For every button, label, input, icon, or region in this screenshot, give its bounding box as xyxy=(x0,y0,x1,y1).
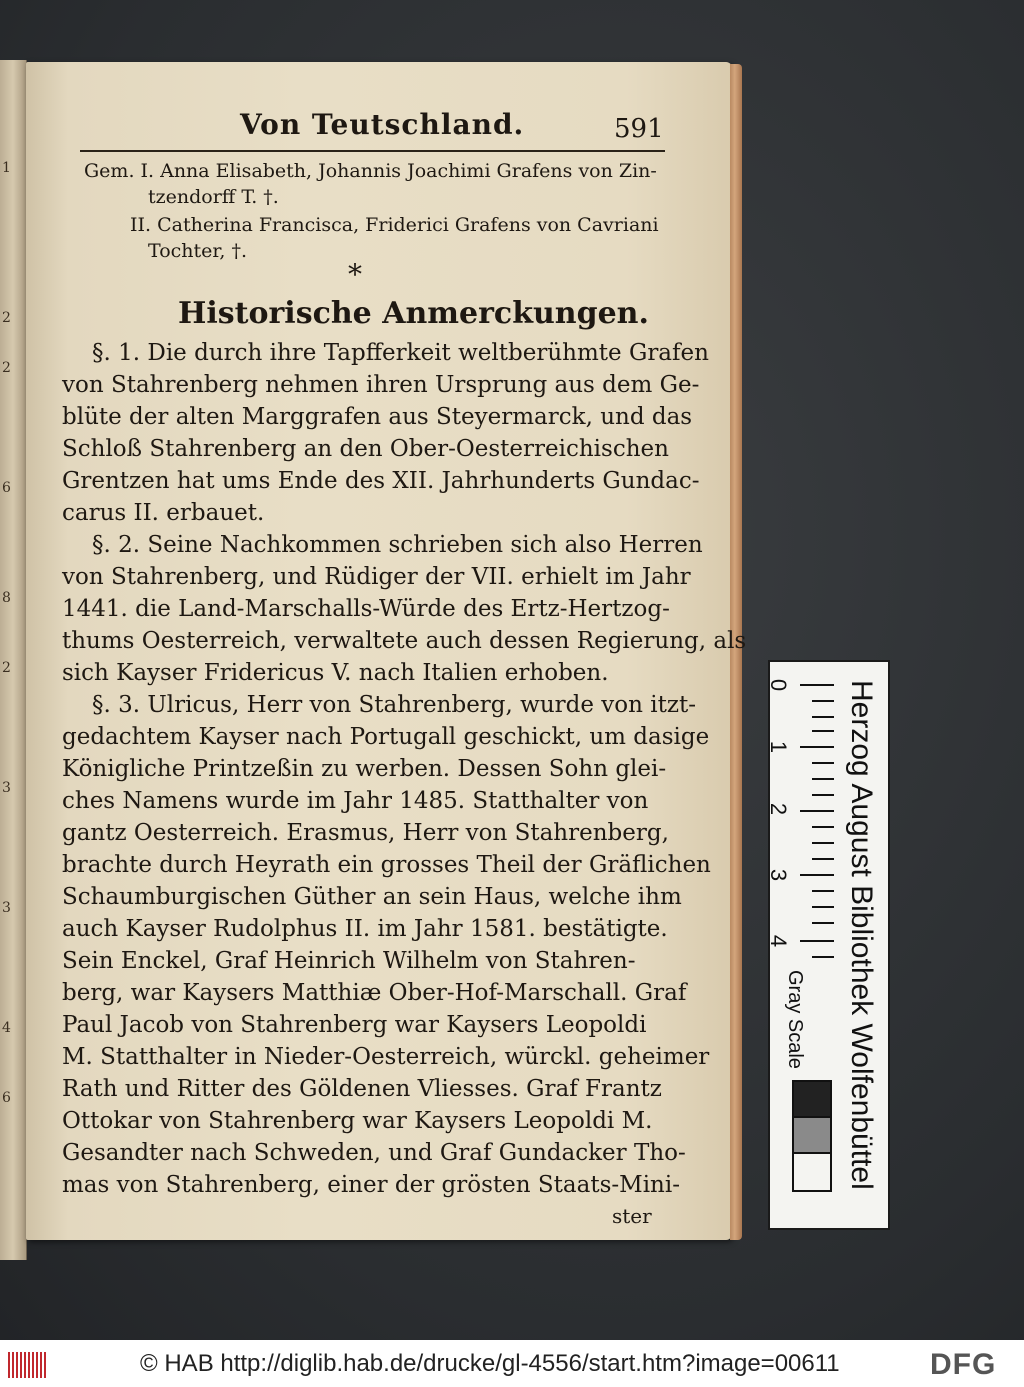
scale-tick xyxy=(812,700,834,702)
body-line: sich Kayser Fridericus V. nach Italien erhoben. xyxy=(62,660,609,686)
footer-credit-link[interactable]: © HAB http://diglib.hab.de/drucke/gl-4556/start.htm?image=00611 xyxy=(140,1350,840,1377)
body-line: auch Kayser Rudolphus II. im Jahr 1581. bestätigte. xyxy=(62,916,668,942)
ruler-title-text: Herzog August Bibliothek Wolfenbüttel xyxy=(845,680,878,1190)
body-line: Gesandter nach Schweden, und Graf Gundacker Tho- xyxy=(62,1140,686,1166)
scale-number: 2 xyxy=(766,802,792,816)
scale-tick xyxy=(812,762,834,764)
body-line: thums Oesterreich, verwaltete auch dessen Regierung, als xyxy=(62,628,747,654)
scale-tick xyxy=(812,858,834,860)
body-line: mas von Stahrenberg, einer der grösten Staats-Mini- xyxy=(62,1172,680,1198)
left-page-mark: 6 xyxy=(2,1090,11,1106)
scale-tick xyxy=(800,874,834,876)
ornament-asterisk: * xyxy=(348,258,362,291)
left-page-mark: 3 xyxy=(2,780,11,796)
section-title: Historische Anmerckungen. xyxy=(178,296,649,331)
scale-tick xyxy=(812,956,834,958)
left-page-mark: 2 xyxy=(2,360,11,376)
running-title: Von Teutschland. xyxy=(240,108,525,141)
body-line: Königliche Printzeßin zu werben. Dessen Sohn glei- xyxy=(62,756,667,782)
body-line: gantz Oesterreich. Erasmus, Herr von Stahrenberg, xyxy=(62,820,669,846)
ruler-title xyxy=(838,680,888,1210)
left-facing-page xyxy=(0,60,27,1260)
scale-tick xyxy=(812,890,834,892)
body-line: Sein Enckel, Graf Heinrich Wilhelm von Stahren- xyxy=(62,948,636,974)
left-page-mark: 2 xyxy=(2,660,11,676)
barcode-logo xyxy=(8,1352,48,1378)
spouse-line: tzendorff T. †. xyxy=(148,186,279,208)
body-line: ches Namens wurde im Jahr 1485. Statthalter von xyxy=(62,788,649,814)
gray-swatch-white xyxy=(792,1152,832,1192)
catchword: ster xyxy=(612,1204,652,1228)
body-line: 1441. die Land-Marschalls-Würde des Ertz-Hertzog- xyxy=(62,596,670,622)
body-line: blüte der alten Marggrafen aus Steyermarck, und das xyxy=(62,404,693,430)
scale-tick xyxy=(812,922,834,924)
body-line: M. Statthalter in Nieder-Oesterreich, würckl. geheimer xyxy=(62,1044,710,1070)
left-page-mark: 6 xyxy=(2,480,11,496)
left-page-mark: 2 xyxy=(2,310,11,326)
body-line: berg, war Kaysers Matthiæ Ober-Hof-Marschall. Graf xyxy=(62,980,687,1006)
body-line: Schloß Stahrenberg an den Ober-Oesterreichischen xyxy=(62,436,669,462)
gray-swatch-mid xyxy=(792,1116,832,1154)
scale-tick xyxy=(800,810,834,812)
body-line: von Stahrenberg, und Rüdiger der VII. erhielt im Jahr xyxy=(62,564,691,590)
left-page-mark: 3 xyxy=(2,900,11,916)
body-line: Paul Jacob von Stahrenberg war Kaysers Leopoldi xyxy=(62,1012,647,1038)
gray-scale-label: Gray Scale xyxy=(784,970,806,1069)
page-number: 591 xyxy=(614,114,664,144)
header-rule xyxy=(80,150,665,152)
scale-tick xyxy=(812,826,834,828)
scale-tick xyxy=(812,730,834,732)
scale-tick xyxy=(812,794,834,796)
body-line: §. 3. Ulricus, Herr von Stahrenberg, wurde von itzt- xyxy=(92,692,696,718)
body-line: §. 1. Die durch ihre Tapfferkeit weltberühmte Grafen xyxy=(92,340,709,366)
left-page-mark: 4 xyxy=(2,1020,11,1036)
scale-tick xyxy=(812,778,834,780)
left-page-mark: 8 xyxy=(2,590,11,606)
dfg-logo: DFG xyxy=(930,1348,997,1381)
scale-tick xyxy=(800,746,834,748)
spouse-line: Gem. I. Anna Elisabeth, Johannis Joachimi Grafens von Zin- xyxy=(84,160,657,182)
body-line: Ottokar von Stahrenberg war Kaysers Leopoldi M. xyxy=(62,1108,653,1134)
scale-number: 0 xyxy=(766,678,792,692)
scale-tick xyxy=(812,906,834,908)
body-line: Grentzen hat ums Ende des XII. Jahrhunderts Gundac- xyxy=(62,468,700,494)
scale-tick xyxy=(800,940,834,942)
scale-tick xyxy=(812,842,834,844)
spouse-line: Tochter, †. xyxy=(148,240,248,262)
body-line: Rath und Ritter des Göldenen Vliesses. Graf Frantz xyxy=(62,1076,662,1102)
left-page-mark: 1 xyxy=(2,160,11,176)
body-line: von Stahrenberg nehmen ihren Ursprung aus dem Ge- xyxy=(62,372,700,398)
body-line: carus II. erbauet. xyxy=(62,500,265,526)
scale-tick xyxy=(800,684,834,686)
scale-number: 1 xyxy=(766,740,792,754)
body-line: brachte durch Heyrath ein grosses Theil der Gräflichen xyxy=(62,852,711,878)
scale-tick xyxy=(812,716,834,718)
body-line: gedachtem Kayser nach Portugall geschickt, um dasige xyxy=(62,724,710,750)
body-line: Schaumburgischen Güther an sein Haus, welche ihm xyxy=(62,884,682,910)
gray-swatch-black xyxy=(792,1080,832,1118)
scale-number: 4 xyxy=(766,934,792,948)
body-line: §. 2. Seine Nachkommen schrieben sich also Herren xyxy=(92,532,703,558)
spouse-line: II. Catherina Francisca, Friderici Grafens von Cavriani xyxy=(130,214,659,236)
scale-number: 3 xyxy=(766,868,792,882)
